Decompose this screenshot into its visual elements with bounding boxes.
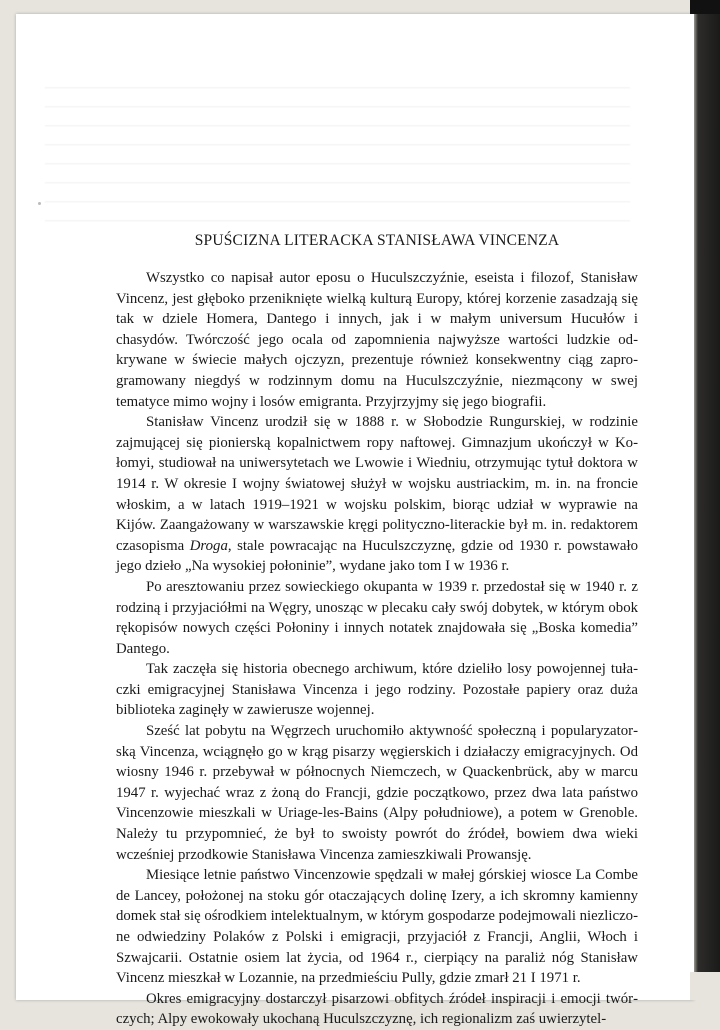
- bleed-through-text: ————————————————————————————————————————————— ————————————————————————————————————————————— ————————————————————————————————————————————— ————————————————————————————————————————————— ————————————————————————————————————————————— ————————————————————————————————————————————— ————————————————————————————————————————————— —————————————————————————————————————————————: [45, 79, 630, 227]
- paragraph-2-text: Stanisław Vincenz urodził się w 1888 r. w Słobodzie Rungurskiej, w rodzinie zajmującej się pionierską kopalnictwem ropy naftowej. Gimnazjum ukończył w Kołomyi, studiował na uniwersytetach we Lwowie i Wiedniu, otrzymując tytuł doktora w 1914 r. W okresie I wojny światowej służył w wojsku austriackim, m. in. na froncie włoskim, a w latach 1919–1921 w wojsku polskim, biorąc udział w wyprawie na Kijów. Zaangażowany w warszawskie kręgi polityczno-literackie był m. in. redaktorem czasopisma: [116, 414, 638, 554]
- paragraph-5: Sześć lat pobytu na Węgrzech uruchomiło aktywność społeczną i popularyzatorską Vincenza, wciągnęło go w krąg pisarzy węgierskich i działaczy emigracyjnych. Od wiosny 1946 r. przebywał w północnych Niemczech, w Quackenbrück, aby w marcu 1947 r. wyjechać wraz z żoną do Francji, gdzie początkowo, przez dwa lata państwo Vincenzowie mieszkali w Uriage-les-Bains (Alpy południowe), a potem w Grenoble. Należy tu przypomnieć, że był to swoisty powrót do źródeł, bowiem dwa wieki wcześniej przodkowie Stanisława Vincenza zamieszkiwali Prowansję.: [116, 723, 638, 863]
- paragraph-1: Wszystko co napisał autor eposu o Huculszczyźnie, eseista i filozof, Stanisław Vincenz, jest głęboko przeniknięte wielką kulturą Europy, której korzenie zasadzają się tak w dziele Homera, Dantego i innych, jak i w małym universum Hucułów i chasydów. Twórczość jego ocala od zapomnienia najwyższe wartości ludzkie odkrywane w świecie małych ojczyzn, prezentuje również konsekwentny ciąg zaprogramowany niegdyś w rodzinnym domu na Huculszczyźnie, niezmącony w swej tematyce mimo wojny i losów emigranta. Przyjrzyjmy się jego biografii.: [116, 270, 638, 410]
- paragraph-4: Tak zaczęła się historia obecnego archiwum, które dzieliło losy powojennej tułaczki emigracyjnej Stanisława Vincenza i jego rodziny. Pozostałe papiery oraz duża biblioteka zaginęły w zawierusze wojennej.: [116, 661, 638, 719]
- document-body: [116, 232, 638, 1030]
- page-edge-shadow: [694, 0, 720, 1000]
- paragraph-3: Po aresztowaniu przez sowieckiego okupanta w 1939 r. przedostał się w 1940 r. z rodziną i przyjaciółmi na Węgry, unosząc w plecaku cały swój dobytek, w którym obok rękopisów nowych części Połoniny i innych notatek znajdowała się „Boska komedia” Dantego.: [116, 578, 638, 657]
- journal-title: Droga: [189, 537, 228, 554]
- chapter-title: SPUŚCIZNA LITERACKA STANISŁAWA VINCENZA: [194, 232, 560, 249]
- paragraph-2-tail: , stale powracając na Huculszczyznę, gdzie od 1930 r. powstawało jego dzieło „Na wysokiej połoninie”, wydane jako tom I w 1936 r.: [116, 537, 638, 575]
- paragraph-7: Okres emigracyjny dostarczył pisarzowi obfitych źródeł inspiracji i emocji twórczych; Alpy ewokowały ukochaną Huculszczyznę, ich regionalizm zaś uwierzytel-: [116, 990, 638, 1028]
- bottom-edge: [690, 972, 720, 1000]
- paragraph-2: [116, 412, 638, 577]
- corner-shadow: [690, 0, 720, 14]
- paragraph-6: Miesiące letnie państwo Vincenzowie spędzali w małej górskiej wiosce La Combe de Lancey, położonej na stoku gór otaczających dolinę Izery, a ich skromny kamienny domek stał się ośrodkiem intelektualnym, w którym gospodarze podejmowali niezliczone odwiedziny Polaków z Polski i emigracji, przyjaciół z Francji, Anglii, Włoch i Szwajcarii. Ostatnie osiem lat życia, od 1964 r., cierpiący na paraliż nóg Stanisław Vincenz mieszkał w Lozannie, na przedmieściu Pully, gdzie zmarł 21 I 1971 r.: [116, 867, 638, 987]
- scan-speck: [38, 202, 41, 205]
